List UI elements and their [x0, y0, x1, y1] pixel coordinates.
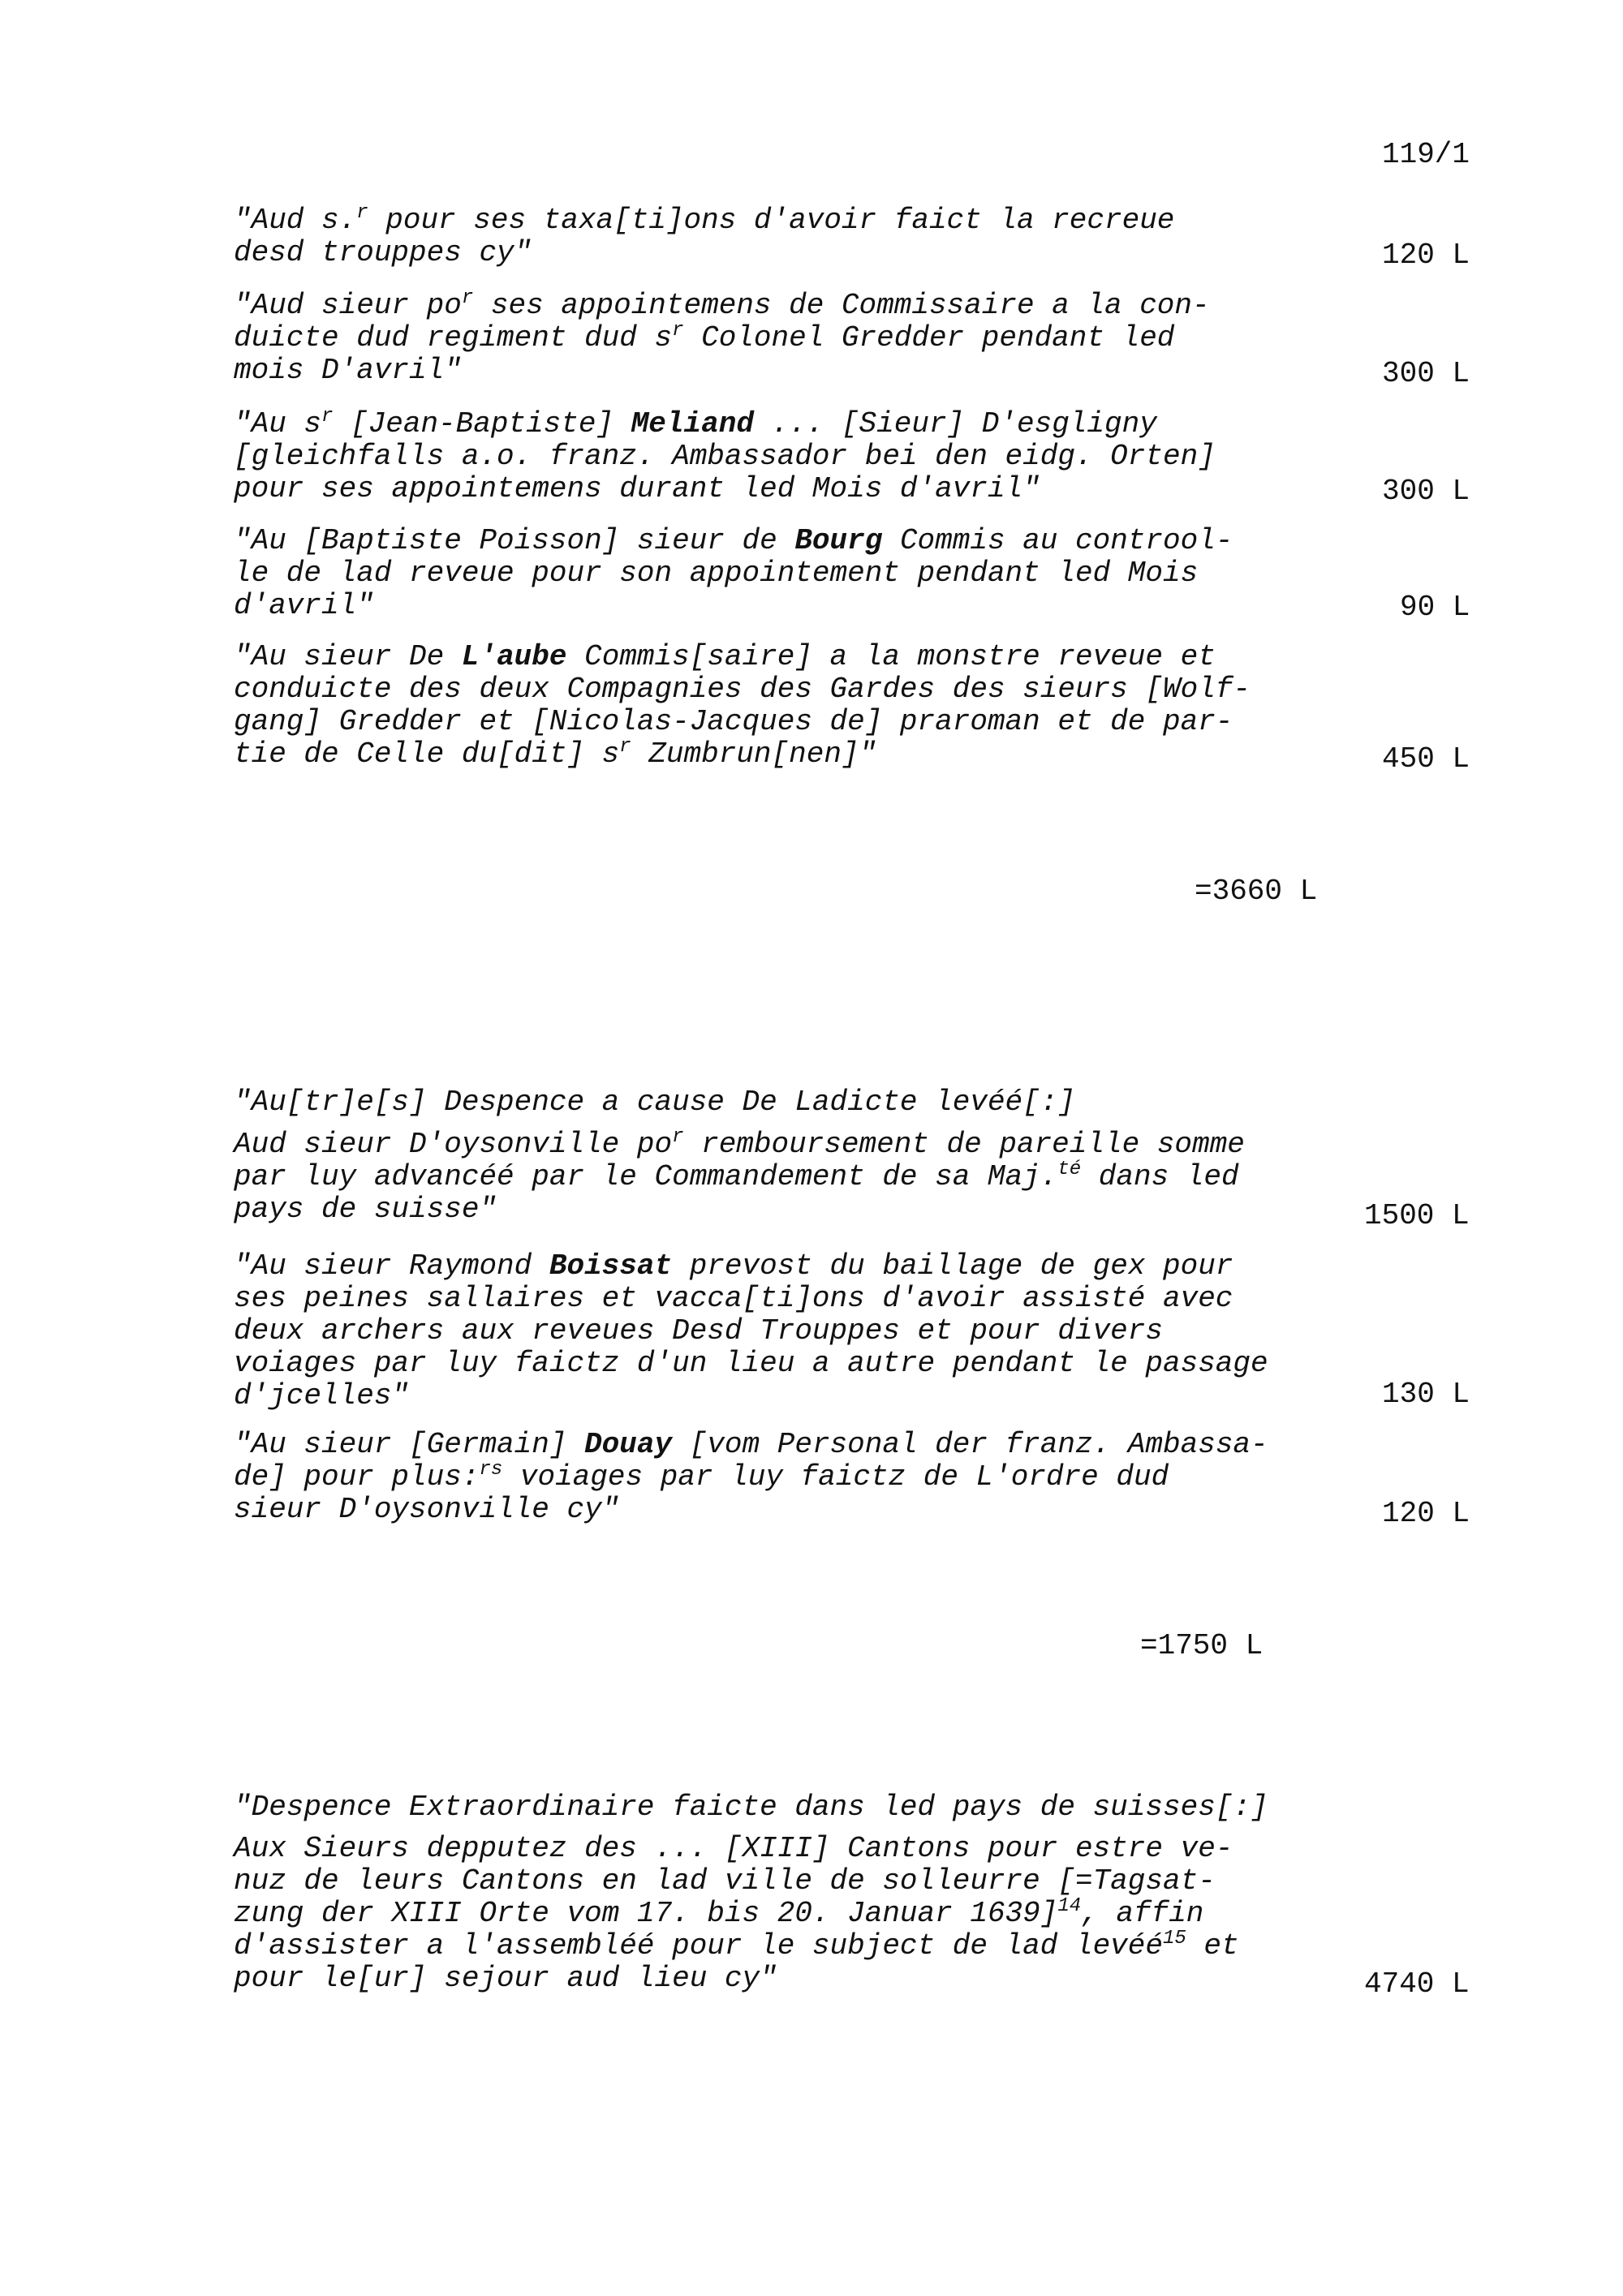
entry-s2-0	[234, 1126, 1483, 1226]
entry-line: ses peines sallaires et vacca[ti]ons d'avoir assisté avec	[234, 1282, 1233, 1315]
amount-s2-0: 1500 L	[1364, 1199, 1470, 1232]
entry-line: [gleichfalls a.o. franz. Ambassador bei den eidg. Orten]	[234, 440, 1216, 473]
entry-line: "Au [Baptiste Poisson] sieur de Bourg Commis au controol-	[234, 524, 1233, 557]
amount-s1-0: 120 L	[1382, 239, 1470, 272]
entry-line: zung der XIII Orte vom 17. bis 20. Januar 1639]$^{14}$, affin	[234, 1895, 1204, 1930]
amount-s3-0: 4740 L	[1364, 1967, 1470, 2001]
entry-line: d'avril"	[234, 589, 374, 622]
entry-s3-0	[234, 1833, 1483, 1995]
entry-line: conduicte des deux Compagnies des Gardes des sieurs [Wolf-	[234, 673, 1251, 706]
section1-total: =3660 L	[1195, 875, 1318, 908]
amount-s1-1: 300 L	[1382, 357, 1470, 390]
entry-s1-3	[234, 525, 1483, 622]
entry-line: d'assister a l'assembléé pour le subject de lad levéé$^{15}$ et	[234, 1928, 1239, 1963]
entry-line: gang] Gredder et [Nicolas-Jacques de] praroman et de par-	[234, 705, 1233, 738]
entry-line: mois D'avril"	[234, 354, 462, 387]
entry-line: pays de suisse"	[234, 1193, 497, 1226]
entry-s2-1	[234, 1250, 1483, 1412]
entry-line: desd trouppes cy"	[234, 236, 532, 269]
section2-heading: "Au[tr]e[s] Despence a cause De Ladicte levéé[:]	[234, 1086, 1075, 1119]
amount-s2-2: 120 L	[1382, 1497, 1470, 1530]
amount-s1-3: 90 L	[1400, 591, 1470, 624]
entry-s1-1	[234, 287, 1483, 387]
entry-line: pour ses appointemens durant led Mois d'avril"	[234, 472, 1040, 505]
entry-line: de] pour plus:$^{rs}$ voiages par luy faictz de L'ordre dud	[234, 1459, 1169, 1494]
entry-line: nuz de leurs Cantons en lad ville de solleurre [=Tagsat-	[234, 1864, 1216, 1898]
entry-s1-4	[234, 641, 1483, 771]
entry-line: deux archers aux reveues Desd Trouppes et pour divers	[234, 1314, 1163, 1348]
entry-line: "Aud sieur $po^r$ ses appointemens de Commissaire a la con-	[234, 287, 1210, 322]
entry-line: Aux Sieurs depputez des ... [XIII] Cantons pour estre ve-	[234, 1832, 1233, 1865]
entry-line: tie de Celle du[dit] $s^r$ Zumbrun[nen]"	[234, 736, 877, 771]
entry-line: Aud sieur D'oysonville $po^r$ remboursement de pareille somme	[234, 1126, 1245, 1161]
page-number: 119/1	[1382, 138, 1470, 171]
entry-line: duicte dud regiment dud $s^r$ Colonel Gredder pendant led	[234, 320, 1175, 355]
amount-s1-2: 300 L	[1382, 475, 1470, 508]
amount-s2-1: 130 L	[1382, 1378, 1470, 1411]
amount-s1-4: 450 L	[1382, 742, 1470, 776]
entry-line: sieur D'oysonville cy"	[234, 1493, 620, 1526]
entry-s2-2	[234, 1429, 1483, 1526]
entry-line: voiages par luy faictz d'un lieu a autre pendant le passage	[234, 1347, 1268, 1380]
entry-line: "Au sieur [Germain] Douay [vom Personal der franz. Ambassa-	[234, 1428, 1268, 1461]
entry-line: "Au sieur Raymond Boissat prevost du baillage de gex pour	[234, 1249, 1233, 1283]
section2-total: =1750 L	[1140, 1629, 1264, 1662]
entry-line: pour le[ur] sejour aud lieu cy"	[234, 1962, 777, 1995]
entry-s1-0	[234, 204, 1483, 269]
entry-line: "Au sieur De L'aube Commis[saire] a la monstre reveue et	[234, 640, 1216, 673]
section3-heading: "Despence Extraordinaire faicte dans led pays de suisses[:]	[234, 1791, 1268, 1824]
entry-line: d'jcelles"	[234, 1379, 410, 1412]
entry-line: le de lad reveue pour son appointement pendant led Mois	[234, 557, 1199, 590]
entry-line: par luy advancéé par le Commandement de sa Maj.$^{té}$ dans led	[234, 1159, 1239, 1193]
entry-line: "Aud s.$^r$ pour ses taxa[ti]ons d'avoir faict la recreue	[234, 202, 1175, 237]
entry-line: "Au $s^r$ [Jean-Baptiste] Meliand ... [Sieur] D'esgligny	[234, 406, 1157, 441]
entry-s1-2	[234, 408, 1483, 505]
